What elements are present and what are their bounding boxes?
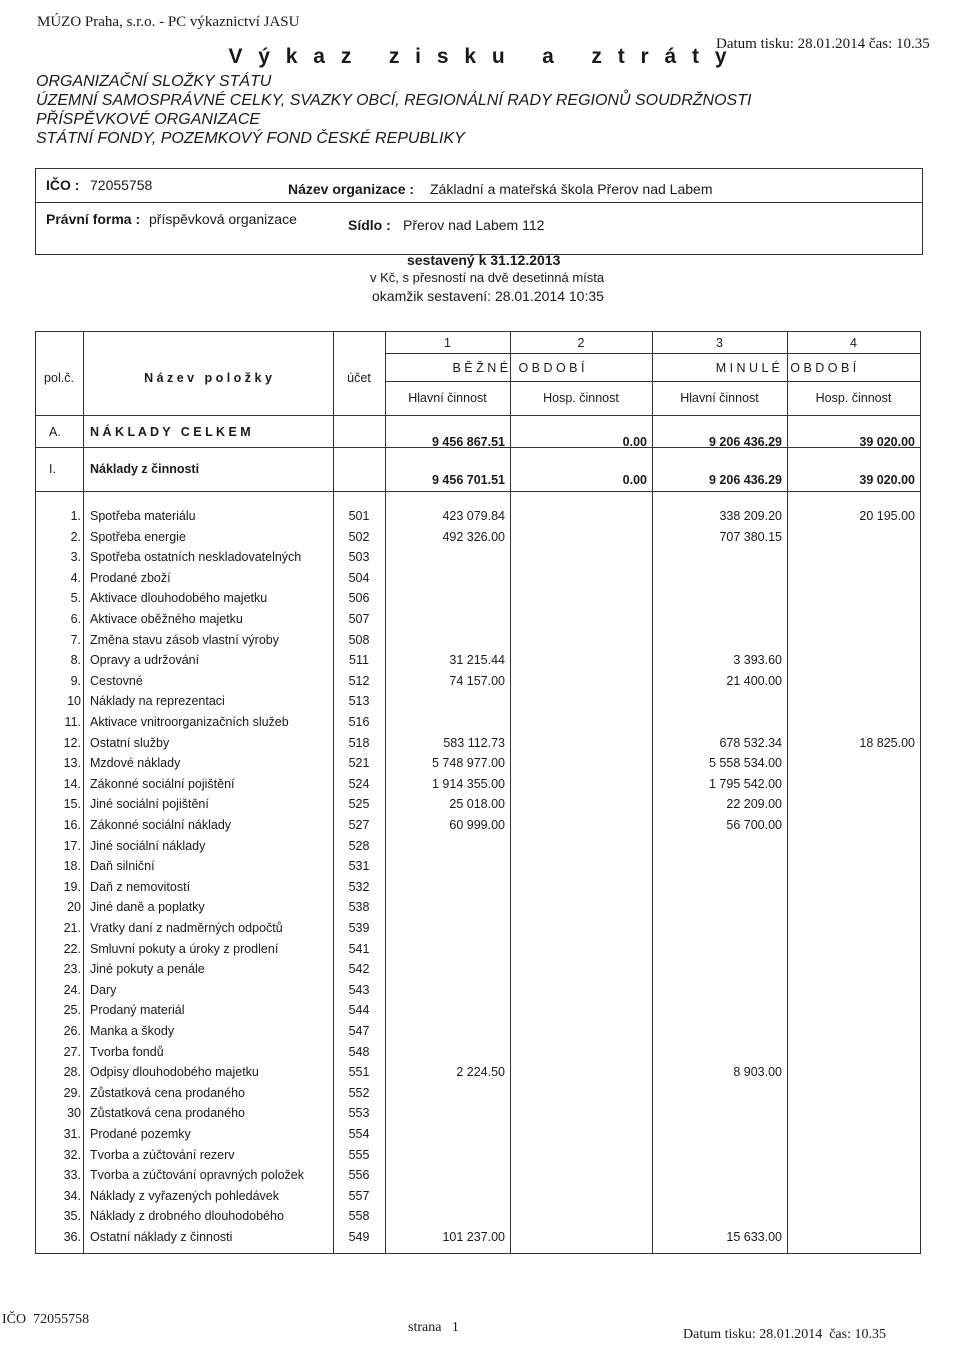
row-name: Jiné sociální náklady [90, 838, 206, 853]
row-name: Jiné pokuty a penále [90, 962, 205, 977]
row-pol: 16. [63, 818, 81, 832]
row-account: 557 [348, 1188, 370, 1203]
row-pol: 27. [63, 1044, 81, 1059]
row-name: Tvorba fondů [90, 1044, 164, 1059]
row-name: Spotřeba materiálu [90, 509, 196, 523]
seat-label: Sídlo : [348, 217, 391, 233]
row-account: 558 [348, 1209, 370, 1224]
col-header-name: N á z e v p o l o ž k y [144, 371, 272, 385]
row-account: 516 [348, 715, 370, 729]
col-number-1: 1 [444, 336, 451, 350]
row-name: Náklady na reprezentaci [90, 694, 225, 709]
row-account: 539 [348, 921, 370, 935]
category-item: ORGANIZAČNÍ SLOŽKY STÁTU [36, 73, 272, 90]
previous-econ-activity: Hosp. činnost [815, 391, 892, 405]
row-previous-main: 678 532.34 [719, 735, 782, 750]
row-pol: 13. [63, 756, 81, 771]
row-pol: 33. [63, 1168, 81, 1183]
organization-info-box [35, 168, 923, 255]
category-list [36, 72, 751, 148]
col-header-pol: pol.č. [44, 371, 74, 385]
row-account: 552 [348, 1085, 370, 1100]
row-current-main: 583 112.73 [443, 735, 505, 750]
page-title: V ý k a z z i s k u a z t r á t y [228, 45, 732, 68]
profit-loss-table [35, 331, 921, 1254]
current-econ-activity: Hosp. činnost [543, 391, 619, 405]
row-account: 547 [348, 1024, 370, 1038]
row-pol: 36. [63, 1230, 81, 1244]
row-pol: 32. [63, 1147, 81, 1162]
row-account: 548 [348, 1044, 370, 1059]
row-account: 524 [348, 776, 370, 791]
precision-note: v Kč, s přesností na dvě desetinná místa [370, 270, 605, 285]
row-name: Odpisy dlouhodobého majetku [90, 1065, 259, 1080]
row-account: 501 [348, 509, 370, 523]
row-account: 556 [348, 1168, 370, 1183]
row-pol: 8. [70, 653, 81, 668]
row-pol: 4. [70, 570, 81, 585]
row-account: 538 [348, 900, 370, 915]
row-pol: 11. [64, 715, 81, 729]
row-account: 502 [348, 529, 370, 544]
col-header-account: účet [347, 371, 371, 385]
row-name: Mzdové náklady [90, 756, 181, 771]
section-a-pol: A. [49, 425, 61, 439]
row-account: 513 [348, 694, 370, 709]
row-current-main: 31 215.44 [449, 653, 505, 668]
row-pol: 25. [63, 1003, 81, 1018]
row-name: Smluvní pokuty a úroky z prodlení [90, 941, 279, 956]
row-current-main: 74 157.00 [449, 673, 505, 688]
row-name: Zákonné sociální náklady [90, 818, 232, 832]
ico-value: 72055758 [90, 177, 153, 193]
row-previous-econ: 18 825.00 [859, 735, 915, 750]
row-previous-main: 21 400.00 [726, 673, 782, 688]
row-account: 503 [348, 550, 370, 565]
row-name: Jiné sociální pojištění [90, 797, 209, 812]
row-pol: 35. [63, 1209, 81, 1224]
org-name-value: Základní a mateřská škola Přerov nad Labem [430, 181, 713, 197]
row-name: Ostatní náklady z činnosti [90, 1230, 233, 1244]
row-name: Daň silniční [90, 859, 155, 874]
col-number-4: 4 [850, 336, 857, 350]
print-date: Datum tisku: 28.01.2014 čas: 10.35 [716, 36, 930, 52]
row-previous-main: 1 795 542.00 [709, 776, 782, 791]
row-name: Změna stavu zásob vlastní výroby [90, 632, 279, 647]
row-pol: 9. [70, 673, 81, 688]
row-pol: 17. [63, 838, 81, 853]
row-current-main: 492 326.00 [442, 529, 505, 544]
row-name: Aktivace vnitroorganizačních služeb [90, 715, 289, 729]
row-current-main: 1 914 355.00 [432, 776, 505, 791]
row-account: 504 [348, 570, 370, 585]
row-account: 532 [348, 879, 370, 894]
row-previous-main: 707 380.15 [719, 529, 782, 544]
row-account: 543 [348, 982, 370, 997]
row-pol: 5. [70, 591, 81, 606]
row-pol: 26. [63, 1024, 81, 1038]
row-pol: 7. [70, 632, 81, 647]
row-previous-main: 56 700.00 [726, 818, 782, 832]
row-name: Spotřeba energie [90, 529, 186, 544]
row-pol: 18. [63, 859, 81, 874]
row-name: Náklady z vyřazených pohledávek [90, 1188, 279, 1203]
row-pol: 28. [63, 1065, 81, 1080]
row-name: Zákonné sociální pojištění [90, 776, 235, 791]
row-pol: 29. [63, 1085, 81, 1100]
row-pol: 1. [70, 509, 81, 523]
row-name: Manka a škody [90, 1024, 175, 1038]
row-name: Prodaný materiál [90, 1003, 185, 1018]
row-name: Ostatní služby [90, 735, 170, 750]
row-previous-main: 22 209.00 [726, 797, 782, 812]
row-pol: 6. [70, 612, 81, 626]
legal-form-label: Právní forma : [46, 211, 141, 227]
row-pol: 19. [63, 879, 81, 894]
row-previous-main: 338 209.20 [719, 509, 782, 523]
row-pol: 31. [63, 1127, 81, 1141]
section-a-v1: 9 456 867.51 [432, 435, 505, 449]
row-account: 506 [348, 591, 370, 606]
row-name: Cestovné [90, 673, 143, 688]
row-account: 541 [348, 941, 370, 956]
row-name: Tvorba a zúčtování opravných položek [90, 1168, 305, 1183]
col-number-2: 2 [577, 336, 585, 350]
row-current-main: 60 999.00 [449, 818, 505, 832]
section-a-v2: 0.00 [622, 435, 647, 449]
row-name: Jiné daně a poplatky [90, 900, 205, 915]
row-account: 549 [348, 1230, 370, 1244]
row-account: 527 [348, 818, 370, 832]
compiled-on: sestavený k 31.12.2013 [407, 252, 561, 268]
row-pol: 2. [70, 529, 81, 544]
row-account: 525 [348, 797, 370, 812]
row-previous-main: 3 393.60 [733, 653, 782, 668]
row-pol: 15. [63, 797, 81, 812]
previous-period-header: M I N U L É O B D O B Í [715, 361, 857, 375]
row-name: Opravy a udržování [90, 653, 200, 668]
row-pol: 14. [63, 776, 81, 791]
org-name-label: Název organizace : [288, 181, 415, 197]
row-name: Zůstatková cena prodaného [90, 1085, 245, 1100]
row-pol: 23. [63, 962, 81, 977]
legal-form-value: příspěvková organizace [149, 211, 297, 227]
row-previous-main: 15 633.00 [726, 1230, 782, 1244]
section-i-v4: 39 020.00 [859, 473, 915, 487]
row-account: 512 [348, 673, 370, 688]
section-i-v2: 0.00 [622, 473, 647, 487]
section-i-pol: I. [49, 462, 56, 476]
row-name: Aktivace oběžného majetku [90, 612, 243, 626]
category-item: STÁTNÍ FONDY, POZEMKOVÝ FOND ČESKÉ REPUBLIKY [36, 130, 465, 147]
row-current-main: 5 748 977.00 [432, 756, 505, 771]
row-name: Prodané zboží [90, 570, 171, 585]
section-i-v3: 9 206 436.29 [709, 473, 782, 487]
row-pol: 10 [67, 694, 81, 709]
col-number-3: 3 [716, 336, 723, 350]
row-name: Dary [90, 982, 117, 997]
footer-print-date: Datum tisku: 28.01.2014 čas: 10.35 [683, 1327, 886, 1342]
row-pol: 20 [67, 900, 81, 915]
category-item: PŘÍSPĚVKOVÉ ORGANIZACE [36, 111, 261, 128]
section-i-name: Náklady z činnosti [90, 462, 200, 476]
section-i-v1: 9 456 701.51 [432, 473, 505, 487]
row-current-main: 2 224.50 [456, 1065, 505, 1080]
row-account: 544 [348, 1003, 370, 1018]
current-period-header: B Ě Ž N É O B D O B Í [452, 361, 585, 375]
row-pol: 3. [70, 550, 81, 565]
section-a-name: N Á K L A D Y C E L K E M [90, 425, 251, 439]
row-name: Daň z nemovitostí [90, 879, 191, 894]
row-current-main: 101 237.00 [442, 1230, 505, 1244]
row-pol: 12. [63, 735, 81, 750]
row-account: 554 [348, 1127, 370, 1141]
row-account: 521 [348, 756, 370, 771]
row-account: 511 [349, 653, 369, 668]
row-name: Tvorba a zúčtování rezerv [90, 1147, 235, 1162]
row-account: 531 [348, 859, 370, 874]
footer-ico: IČO 72055758 [2, 1312, 90, 1327]
row-account: 553 [348, 1106, 370, 1121]
row-pol: 24. [63, 982, 81, 997]
row-account: 542 [348, 962, 370, 977]
row-previous-econ: 20 195.00 [859, 509, 915, 523]
row-previous-main: 8 903.00 [733, 1065, 782, 1080]
row-previous-main: 5 558 534.00 [709, 756, 782, 771]
row-pol: 30 [67, 1106, 81, 1121]
row-pol: 22. [63, 941, 81, 956]
row-account: 551 [348, 1065, 370, 1080]
row-pol: 34. [63, 1188, 81, 1203]
previous-main-activity: Hlavní činnost [680, 391, 759, 405]
row-pol: 21. [63, 921, 81, 935]
row-account: 528 [348, 838, 370, 853]
row-name: Náklady z drobného dlouhodobého [90, 1209, 284, 1224]
row-name: Prodané pozemky [90, 1127, 191, 1141]
system-label: MÚZO Praha, s.r.o. - PC výkaznictví JASU [37, 14, 300, 30]
row-account: 508 [348, 632, 370, 647]
seat-value: Přerov nad Labem 112 [403, 217, 545, 233]
compilation-moment: okamžik sestavení: 28.01.2014 10:35 [372, 288, 604, 304]
current-main-activity: Hlavní činnost [408, 391, 487, 405]
footer-page: strana 1 [408, 1320, 459, 1335]
ico-label: IČO : [46, 177, 80, 193]
row-name: Zůstatková cena prodaného [90, 1106, 245, 1121]
row-current-main: 25 018.00 [449, 797, 505, 812]
row-account: 555 [348, 1147, 370, 1162]
row-account: 518 [348, 735, 370, 750]
row-name: Vratky daní z nadměrných odpočtů [90, 921, 283, 935]
section-a-v3: 9 206 436.29 [709, 435, 782, 449]
row-name: Spotřeba ostatních neskladovatelných [90, 550, 302, 565]
category-item: ÚZEMNÍ SAMOSPRÁVNÉ CELKY, SVAZKY OBCÍ, REGIONÁLNÍ RADY REGIONŮ SOUDRŽNOSTI [36, 92, 752, 109]
row-name: Aktivace dlouhodobého majetku [90, 591, 268, 606]
row-account: 507 [348, 612, 370, 626]
section-a-v4: 39 020.00 [859, 435, 915, 449]
row-current-main: 423 079.84 [442, 509, 505, 523]
